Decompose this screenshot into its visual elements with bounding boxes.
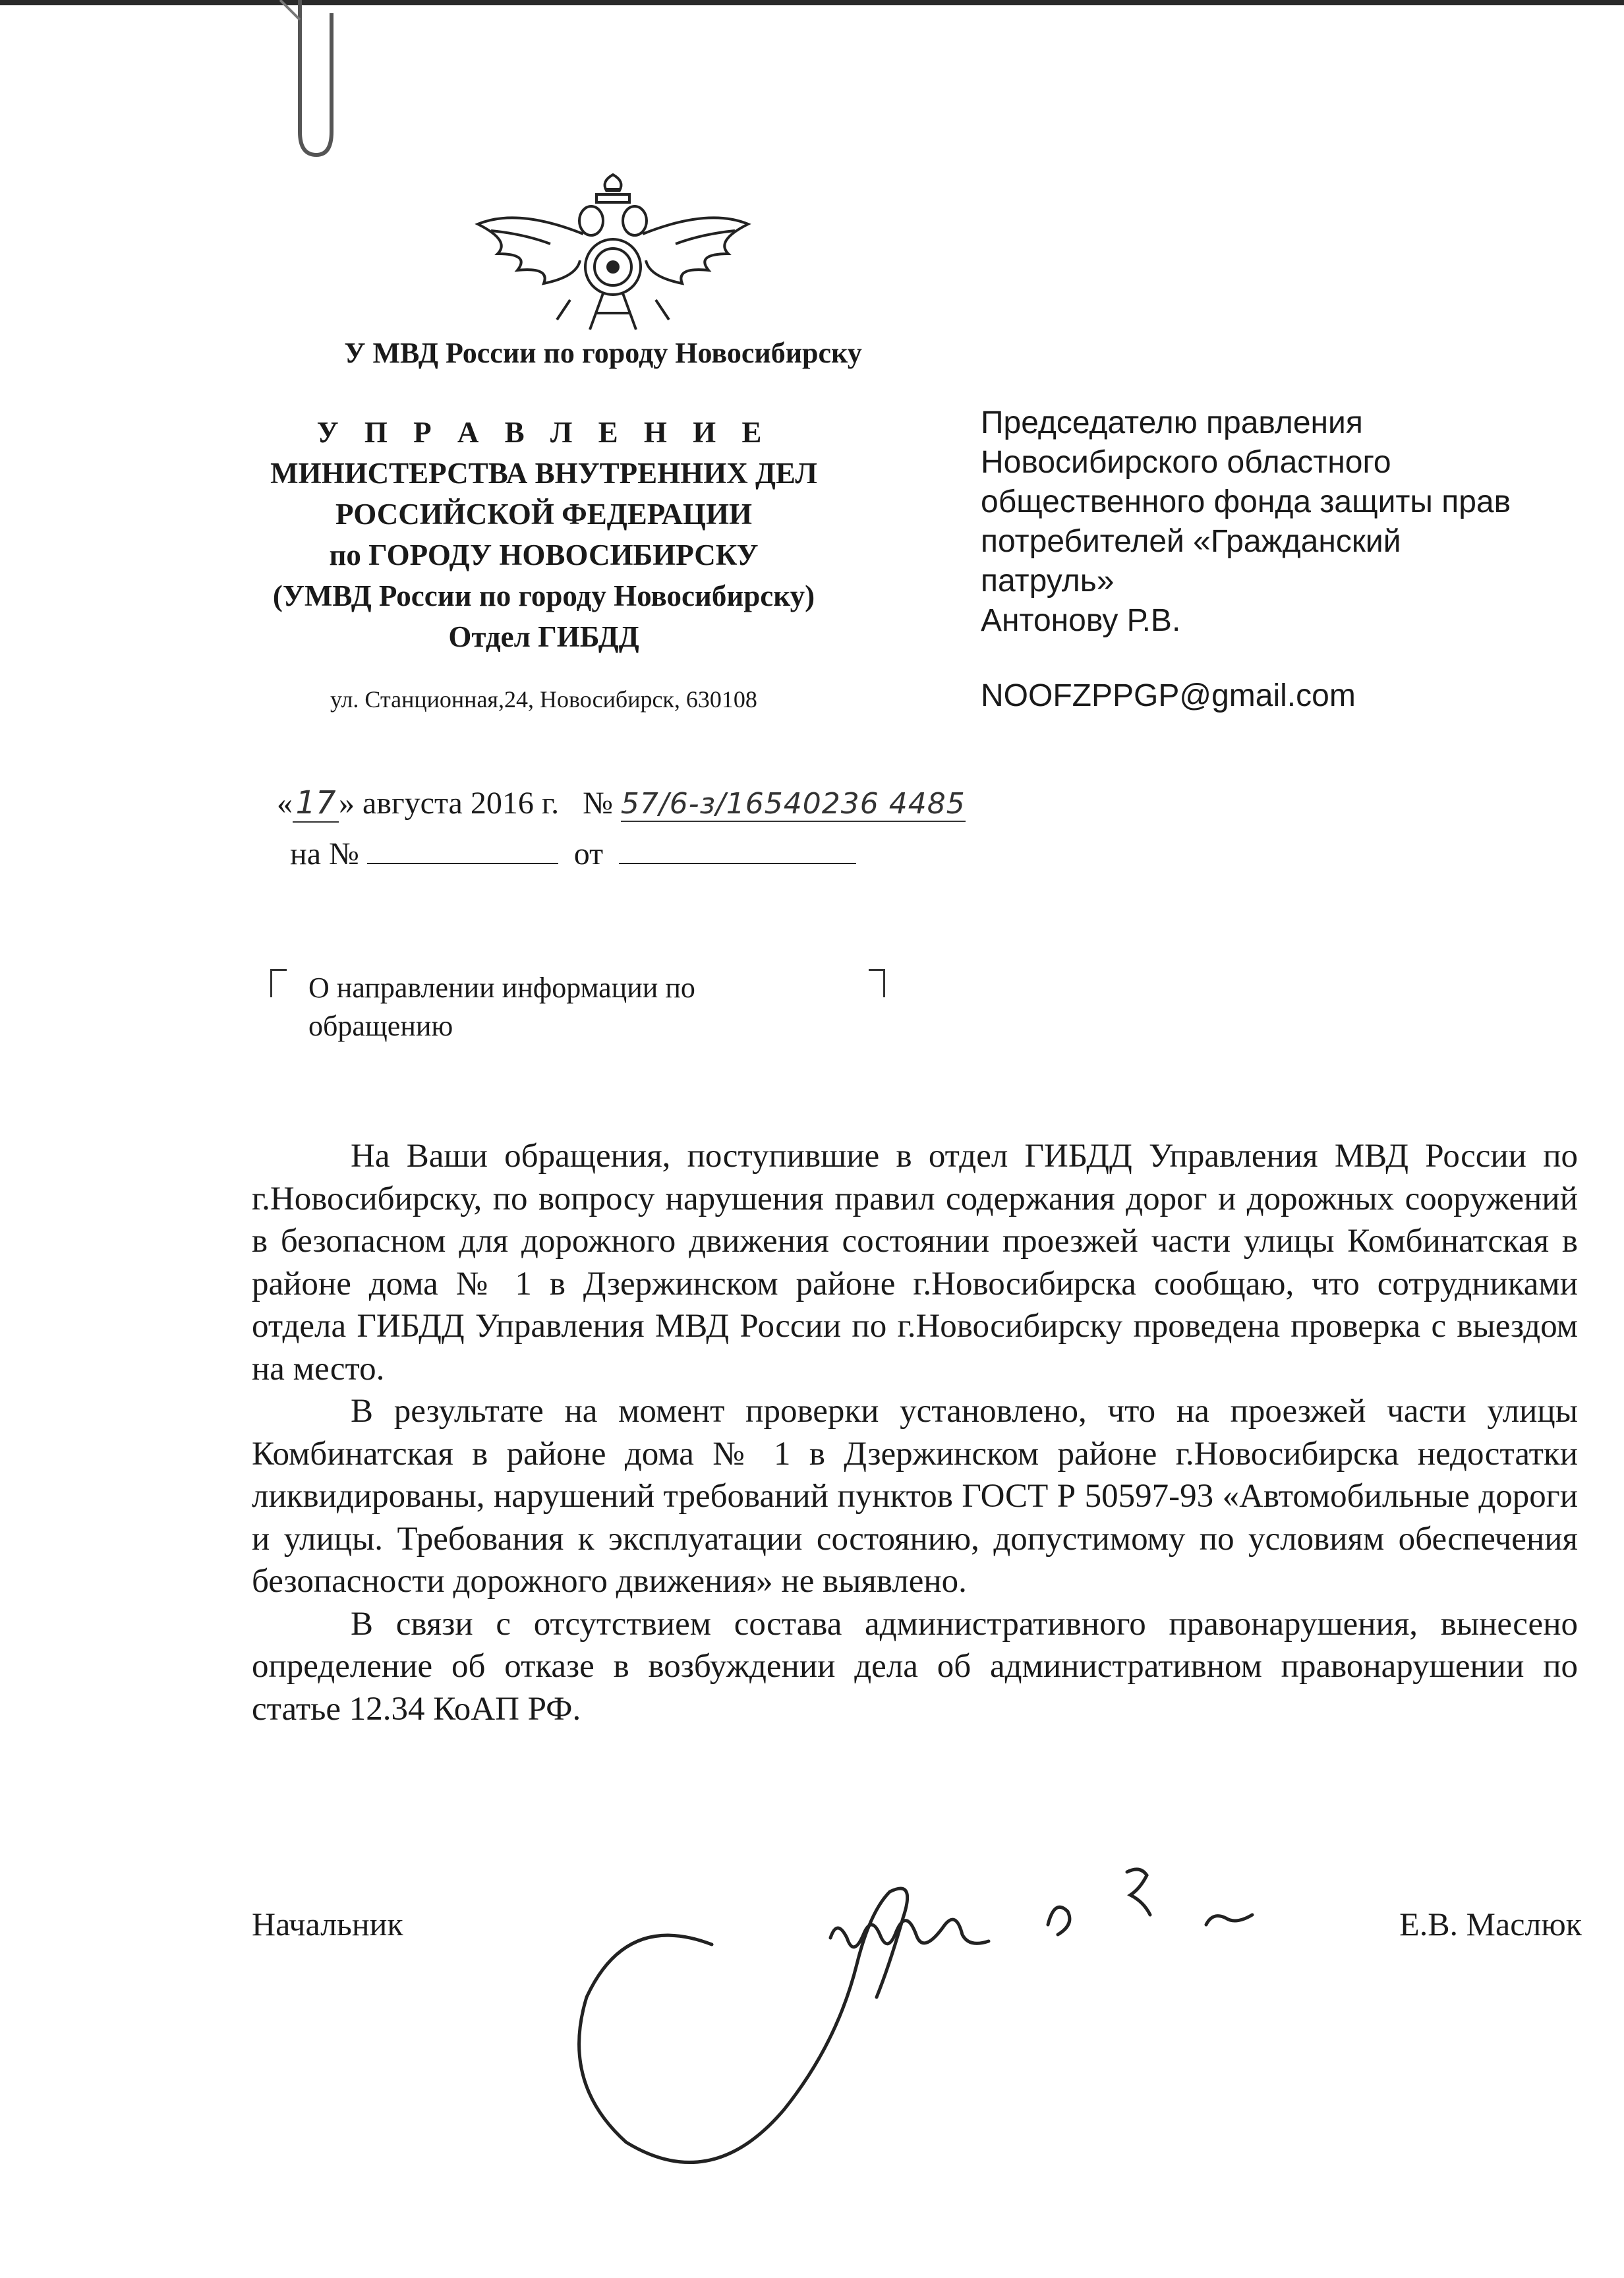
handwritten-signature-icon [547, 1832, 1272, 2202]
recipient-email: NOOFZPPGP@gmail.com [981, 678, 1356, 713]
agency-line: по ГОРОДУ НОВОСИБИРСКУ [329, 539, 759, 571]
document-date-line [277, 784, 966, 823]
agency-line: У П Р А В Л Е Н И Е [316, 416, 771, 449]
outgoing-number-label: № [583, 786, 613, 821]
agency-line: Отдел ГИБДД [448, 620, 639, 653]
scan-edge [0, 0, 1624, 5]
recipient-line: Антонову Р.В. [981, 603, 1181, 638]
date-close-quote: » [339, 786, 355, 821]
date-month-year: августа 2016 г. [362, 786, 560, 821]
eagle-emblem-icon [471, 161, 755, 353]
signatory-name: Е.В. Маслюк [1399, 1906, 1582, 1942]
reference-number-blank [367, 838, 558, 864]
reference-from-label: от [573, 836, 604, 871]
agency-line: (УМВД России по городу Новосибирску) [272, 579, 815, 612]
date-day-handwritten: 17 [293, 784, 339, 823]
recipient-line: Новосибирского областного [981, 445, 1391, 480]
agency-address: ул. Станционная,24, Новосибирск, 630108 [330, 686, 757, 713]
agency-line: РОССИЙСКОЙ ФЕДЕРАЦИИ [335, 498, 752, 531]
body-paragraph: В связи с отсутствием состава административного правонарушения, вынесено определение об отказе в возбуждении дела об административном правонарушении по статье 12.34 КоАП РФ. [252, 1605, 1578, 1728]
outgoing-number-handwritten: 57/6-з/16540236 4485 [620, 787, 966, 821]
recipient-line: патруль» [981, 564, 1115, 599]
reference-number-label: на № [290, 836, 359, 871]
agency-line: МИНИСТЕРСТВА ВНУТРЕННИХ ДЕЛ [270, 457, 817, 490]
subject-bracket-right [869, 969, 885, 997]
date-open-quote: « [277, 786, 293, 821]
recipient-line: потребителей «Гражданский [981, 524, 1401, 559]
letter-body [252, 1135, 1578, 1730]
agency-letterhead [231, 412, 857, 657]
reference-date-blank [619, 838, 856, 864]
reference-line [290, 836, 856, 872]
recipient-line: общественного фонда защиты прав [981, 484, 1511, 519]
paperclip-icon [260, 0, 339, 171]
subject-line: О направлении информации по обращению [308, 972, 695, 1042]
recipient-block [981, 403, 1607, 716]
agency-short-name: У МВД России по городу Новосибирску [344, 337, 862, 369]
subject-bracket-left [270, 969, 287, 997]
body-paragraph: В результате на момент проверки установлено, что на проезжей части улицы Комбинатская в районе дома № 1 в Дзержинском районе г.Новосибирска недостатки ликвидированы, нарушений требований пунктов ГОСТ Р 50597-93 «Автомобильные дороги и улицы. Требования к эксплуатации состоянию, допустимому по условиям обеспечения безопасности дорожного движения» не выявлено. [252, 1393, 1578, 1600]
body-paragraph: На Ваши обращения, поступившие в отдел ГИБДД Управления МВД России по г.Новосибирску, по вопросу нарушения правил содержания дорог и дорожных сооружений в безопасном для дорожного движения состоянии проезжей части улицы Комбинатская в районе дома № 1 в Дзержинском районе г.Новосибирска сообщаю, что сотрудниками отдела ГИБДД Управления МВД России по г.Новосибирску проведена проверка с выездом на место. [252, 1138, 1578, 1387]
recipient-line: Председателю правления [981, 405, 1363, 440]
signatory-role: Начальник [252, 1906, 403, 1942]
